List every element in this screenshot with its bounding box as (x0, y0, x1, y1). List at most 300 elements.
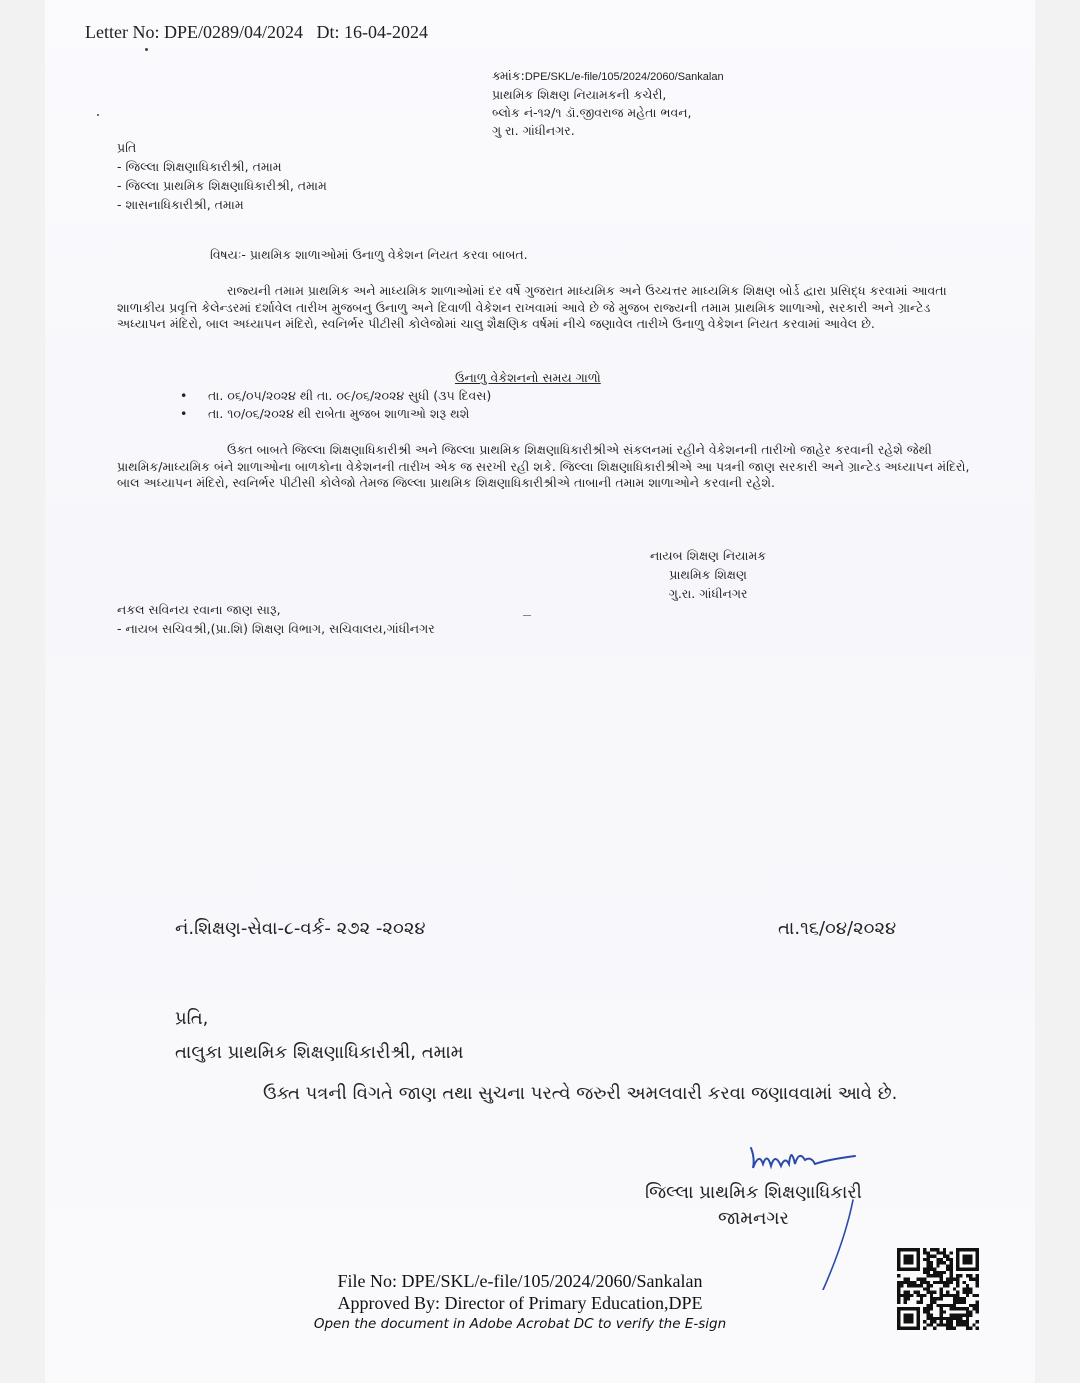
qr-module (933, 1268, 936, 1271)
qr-module (940, 1304, 943, 1307)
qr-module (936, 1274, 939, 1277)
qr-module (930, 1284, 933, 1287)
recipient-item: - જિલ્લા પ્રાથમિક શિક્ષણાધિકારીશ્રી, તમામ (117, 178, 327, 193)
qr-module (936, 1251, 939, 1254)
qr-module (917, 1294, 920, 1297)
qr-module (956, 1320, 959, 1323)
qr-module (930, 1261, 933, 1264)
qr-module (930, 1274, 933, 1277)
qr-module (913, 1291, 916, 1294)
qr-module (936, 1281, 939, 1284)
qr-module (930, 1297, 933, 1300)
qr-module (923, 1271, 926, 1274)
qr-module (966, 1294, 969, 1297)
qr-module (943, 1317, 946, 1320)
qr-module (907, 1297, 910, 1300)
qr-module (900, 1281, 903, 1284)
qr-module (936, 1271, 939, 1274)
qr-module (949, 1317, 952, 1320)
qr-module (930, 1248, 933, 1251)
qr-module (930, 1320, 933, 1323)
qr-module (972, 1294, 975, 1297)
qr-module (933, 1291, 936, 1294)
qr-module (943, 1248, 946, 1251)
qr-module (969, 1291, 972, 1294)
bullet-item: • તા. ૧૦/૦૬/૨૦૨૪ થી રાબેતા મુજબ શાળાઓ શરૂ થશે (180, 406, 470, 421)
qr-module (940, 1314, 943, 1317)
qr-module (963, 1300, 966, 1303)
qr-module (930, 1317, 933, 1320)
qr-module (966, 1291, 969, 1294)
qr-module (976, 1281, 979, 1284)
qr-module (936, 1248, 939, 1251)
qr-module (930, 1314, 933, 1317)
qr-module (956, 1278, 959, 1281)
qr-module (959, 1274, 962, 1277)
qr-module (936, 1297, 939, 1300)
qr-module (913, 1284, 916, 1287)
paragraph-1 (117, 283, 972, 333)
endorsement-date: તા.૧૬/૦૪/૨૦૨૪ (778, 918, 897, 939)
endorsement-body (175, 1075, 965, 1112)
qr-module (953, 1297, 956, 1300)
endorsement-recipient: તાલુકા પ્રાથમિક શિક્ષણાધિકારીશ્રી, તમામ (175, 1042, 464, 1063)
signatory-line: ગુ.રા. ગાંધીનગર (668, 586, 748, 601)
qr-module (966, 1287, 969, 1290)
qr-module (920, 1278, 923, 1281)
qr-module (972, 1278, 975, 1281)
qr-module (940, 1287, 943, 1290)
qr-module (933, 1281, 936, 1284)
qr-module (940, 1307, 943, 1310)
endorsement-body-text: ઉક્ત પત્રની વિગતે જાણ તથા સુચના પરત્વે જરુરી અમલવારી કરવા જણાવવામાં આવે છે. (263, 1083, 898, 1104)
qr-module (943, 1255, 946, 1258)
qr-module (959, 1323, 962, 1326)
qr-module (927, 1323, 930, 1326)
qr-module (956, 1274, 959, 1277)
qr-module (940, 1310, 943, 1313)
qr-module (972, 1307, 975, 1310)
qr-module (907, 1291, 910, 1294)
qr-module (930, 1294, 933, 1297)
qr-module (923, 1251, 926, 1254)
qr-module (943, 1271, 946, 1274)
qr-module (917, 1278, 920, 1281)
qr-module (933, 1255, 936, 1258)
qr-module (897, 1297, 900, 1300)
recipient-item: - શાસનાધિકારીશ્રી, તમામ (117, 197, 244, 212)
qr-module (936, 1323, 939, 1326)
qr-module (946, 1320, 949, 1323)
endorsement-number: નં.શિક્ષણ-સેવા-૮-વર્ક- ૨૭૨ -૨૦૨૪ (175, 918, 426, 939)
qr-module (936, 1264, 939, 1267)
qr-module (959, 1314, 962, 1317)
qr-module (940, 1323, 943, 1326)
recipients-block (117, 138, 327, 214)
qr-module (949, 1251, 952, 1254)
qr-module (946, 1278, 949, 1281)
qr-module (927, 1281, 930, 1284)
qr-module (923, 1278, 926, 1281)
qr-module (949, 1320, 952, 1323)
qr-module (953, 1317, 956, 1320)
qr-module (976, 1307, 979, 1310)
qr-module (923, 1320, 926, 1323)
qr-module (927, 1317, 930, 1320)
qr-module (963, 1314, 966, 1317)
qr-module (963, 1291, 966, 1294)
qr-module (927, 1255, 930, 1258)
qr-module (946, 1291, 949, 1294)
qr-module (953, 1300, 956, 1303)
qr-module (920, 1297, 923, 1300)
qr-module (930, 1300, 933, 1303)
qr-module (953, 1314, 956, 1317)
qr-module (959, 1300, 962, 1303)
approved-by: Approved By: Director of Primary Education,DPE (337, 1293, 703, 1313)
qr-module (910, 1284, 913, 1287)
file-number: File No: DPE/SKL/e-file/105/2024/2060/Sankalan (337, 1271, 703, 1291)
qr-module (963, 1307, 966, 1310)
bullet-item: • તા. ૦૬/૦૫/૨૦૨૪ થી તા. ૦૯/૦૬/૨૦૨૪ સુધી (૩૫ દિવસ) (180, 388, 492, 403)
qr-module (943, 1323, 946, 1326)
copy-to-item: - નાયબ સચિવશ્રી,(પ્રા.શિ) શિક્ષણ વિભાગ, સચિવાલય,ગાંધીનગર (117, 621, 435, 636)
qr-module (976, 1278, 979, 1281)
qr-code-icon (897, 1248, 979, 1330)
copy-to-block (117, 600, 435, 638)
qr-module (959, 1320, 962, 1323)
qr-module (927, 1274, 930, 1277)
qr-module (946, 1281, 949, 1284)
qr-module (946, 1264, 949, 1267)
qr-module (966, 1320, 969, 1323)
office-line-1: પ્રાથમિક શિક્ષણ નિયામકની કચેરી, (492, 87, 667, 102)
qr-module (956, 1291, 959, 1294)
qr-module (956, 1307, 959, 1310)
qr-module (897, 1281, 900, 1284)
qr-module (927, 1264, 930, 1267)
qr-module (923, 1258, 926, 1261)
qr-module (933, 1300, 936, 1303)
scan-speck (145, 48, 148, 51)
office-address-block (492, 67, 724, 140)
endorsement-prati: પ્રતિ, (175, 1008, 209, 1029)
qr-finder-pattern (963, 1255, 973, 1265)
qr-module (963, 1323, 966, 1326)
bullet-text: તા. ૧૦/૦૬/૨૦૨૪ થી રાબેતા મુજબ શાળાઓ શરૂ થશે (208, 406, 470, 421)
qr-module (949, 1294, 952, 1297)
paragraph-2 (117, 442, 972, 492)
qr-module (904, 1278, 907, 1281)
qr-module (949, 1314, 952, 1317)
qr-module (953, 1307, 956, 1310)
qr-module (976, 1327, 979, 1330)
qr-module (966, 1310, 969, 1313)
qr-module (920, 1300, 923, 1303)
qr-module (976, 1294, 979, 1297)
qr-module (949, 1327, 952, 1330)
qr-module (953, 1294, 956, 1297)
qr-module (966, 1274, 969, 1277)
recipient-item: - જિલ્લા શિક્ષણાધિકારીશ્રી, તમામ (117, 159, 282, 174)
qr-module (940, 1320, 943, 1323)
qr-module (917, 1291, 920, 1294)
qr-module (969, 1274, 972, 1277)
ref-number: DPE/SKL/e-file/105/2024/2060/Sankalan (524, 71, 724, 83)
qr-module (930, 1264, 933, 1267)
qr-module (913, 1281, 916, 1284)
qr-finder-pattern (904, 1255, 914, 1265)
qr-module (904, 1281, 907, 1284)
qr-module (920, 1294, 923, 1297)
qr-module (917, 1300, 920, 1303)
qr-module (946, 1304, 949, 1307)
qr-module (946, 1327, 949, 1330)
qr-module (900, 1284, 903, 1287)
qr-module (910, 1294, 913, 1297)
qr-module (949, 1323, 952, 1326)
district-officer-signatory (645, 1180, 862, 1232)
qr-module (976, 1300, 979, 1303)
qr-module (946, 1317, 949, 1320)
qr-module (933, 1327, 936, 1330)
office-line-2: બ્લોક નં-૧૨/૧ ડૉ.જીવરાજ મહેતા ભવન, (492, 105, 692, 120)
qr-module (940, 1261, 943, 1264)
qr-module (923, 1248, 926, 1251)
qr-module (972, 1323, 975, 1326)
qr-module (927, 1258, 930, 1261)
qr-module (940, 1258, 943, 1261)
qr-module (966, 1323, 969, 1326)
qr-module (946, 1255, 949, 1258)
qr-module (930, 1291, 933, 1294)
qr-module (943, 1294, 946, 1297)
signatory-title: જિલ્લા પ્રાથમિક શિક્ષણાધિકારી (645, 1182, 862, 1203)
qr-module (907, 1278, 910, 1281)
qr-module (923, 1294, 926, 1297)
qr-module (923, 1310, 926, 1313)
qr-module (923, 1287, 926, 1290)
qr-module (923, 1307, 926, 1310)
qr-module (907, 1294, 910, 1297)
qr-module (936, 1258, 939, 1261)
scan-mark (523, 615, 531, 616)
qr-module (927, 1291, 930, 1294)
qr-module (917, 1284, 920, 1287)
qr-module (949, 1281, 952, 1284)
qr-module (949, 1258, 952, 1261)
qr-module (940, 1281, 943, 1284)
qr-module (949, 1278, 952, 1281)
qr-module (940, 1297, 943, 1300)
qr-module (927, 1261, 930, 1264)
qr-module (940, 1274, 943, 1277)
qr-module (959, 1297, 962, 1300)
qr-module (927, 1314, 930, 1317)
qr-module (959, 1307, 962, 1310)
qr-module (969, 1327, 972, 1330)
qr-module (920, 1284, 923, 1287)
letter-date: Dt: 16-04-2024 (316, 22, 428, 42)
qr-module (927, 1310, 930, 1313)
qr-module (966, 1307, 969, 1310)
qr-module (949, 1274, 952, 1277)
qr-module (969, 1314, 972, 1317)
qr-module (972, 1304, 975, 1307)
qr-module (927, 1287, 930, 1290)
qr-module (953, 1327, 956, 1330)
qr-module (946, 1268, 949, 1271)
qr-module (969, 1304, 972, 1307)
qr-module (927, 1307, 930, 1310)
qr-module (907, 1281, 910, 1284)
qr-module (936, 1261, 939, 1264)
qr-module (956, 1284, 959, 1287)
e-sign-footer (260, 1270, 780, 1334)
qr-module (930, 1304, 933, 1307)
qr-module (946, 1294, 949, 1297)
subject-line: વિષયઃ- પ્રાથમિક શાળાઓમાં ઉનાળુ વેકેશન નિયત કરવા બાબત. (210, 247, 528, 262)
qr-module (940, 1271, 943, 1274)
ref-label: ક્માંક: (492, 68, 525, 83)
qr-module (963, 1297, 966, 1300)
qr-module (936, 1317, 939, 1320)
paragraph-1-text: રાજ્યની તમામ પ્રાથમિક અને માધ્યમિક શાળાઓમાં દર વર્ષે ગુજરાત માધ્યમિક અને ઉચ્ચત્તર માધ્યમિક શિક્ષણ બોર્ડ દ્વારા પ્રસિદ્ધ કરવામાં આવતા શાળાકીય પ્રવૃત્તિ કેલેન્ડરમાં દર્શાવેલ તારીખ મુજબનુ ઉનાળુ અને દિવાળી વેકેશન રાખવામાં આવે છે જે મુજબ રાજ્યની તમામ પ્રાથમિક શાળાઓ, સરકારી અને ગ્રાન્ટેડ અધ્યાપન મંદિરો, બાલ અધ્યાપન મંદિરો, સ્વનિર્ભર પીટીસી કોલેજોમાં ચાલુ શૈક્ષણિક વર્ષમાં નીચે જણાવેલ તારીખે ઉનાળુ વેકેશન નિયત કરવામાં આવેલ છે. (117, 283, 947, 331)
qr-module (927, 1284, 930, 1287)
recipients-heading: પ્રતિ (117, 140, 137, 155)
qr-module (956, 1281, 959, 1284)
qr-module (897, 1300, 900, 1303)
qr-module (933, 1274, 936, 1277)
qr-module (940, 1317, 943, 1320)
qr-module (976, 1304, 979, 1307)
vacation-bullets (180, 387, 491, 423)
office-line-3: ગુ રા. ગાંધીનગર. (492, 123, 575, 138)
copy-to-heading: નકલ સવિનય રવાના જાણ સારૂ, (117, 602, 281, 617)
qr-module (897, 1287, 900, 1290)
qr-module (927, 1271, 930, 1274)
bullet-text: તા. ૦૬/૦૫/૨૦૨૪ થી તા. ૦૯/૦૬/૨૦૨૪ સુધી (૩૫ દિવસ) (208, 388, 492, 403)
qr-module (963, 1320, 966, 1323)
qr-module (933, 1271, 936, 1274)
qr-module (956, 1297, 959, 1300)
qr-module (940, 1251, 943, 1254)
qr-module (907, 1284, 910, 1287)
qr-module (930, 1255, 933, 1258)
qr-module (930, 1307, 933, 1310)
qr-module (940, 1294, 943, 1297)
qr-module (959, 1317, 962, 1320)
qr-module (910, 1281, 913, 1284)
qr-module (897, 1284, 900, 1287)
qr-module (927, 1304, 930, 1307)
qr-module (963, 1281, 966, 1284)
qr-module (953, 1287, 956, 1290)
qr-module (953, 1304, 956, 1307)
qr-module (943, 1261, 946, 1264)
qr-module (969, 1287, 972, 1290)
qr-module (946, 1284, 949, 1287)
qr-module (963, 1287, 966, 1290)
qr-module (976, 1274, 979, 1277)
qr-module (956, 1294, 959, 1297)
qr-module (897, 1294, 900, 1297)
document-page (45, 0, 1035, 1383)
qr-module (904, 1291, 907, 1294)
qr-module (943, 1304, 946, 1307)
qr-module (966, 1284, 969, 1287)
qr-module (956, 1300, 959, 1303)
qr-module (949, 1268, 952, 1271)
qr-module (956, 1314, 959, 1317)
qr-module (943, 1251, 946, 1254)
qr-module (923, 1268, 926, 1271)
qr-module (904, 1297, 907, 1300)
qr-module (933, 1248, 936, 1251)
qr-module (966, 1314, 969, 1317)
qr-module (976, 1284, 979, 1287)
qr-finder-pattern (904, 1314, 914, 1324)
qr-module (930, 1323, 933, 1326)
qr-module (930, 1268, 933, 1271)
qr-module (969, 1310, 972, 1313)
qr-module (966, 1317, 969, 1320)
letter-number-header (85, 22, 428, 43)
qr-module (897, 1274, 900, 1277)
qr-module (949, 1261, 952, 1264)
qr-module (969, 1278, 972, 1281)
qr-module (936, 1304, 939, 1307)
qr-module (956, 1317, 959, 1320)
letter-number: Letter No: DPE/0289/04/2024 (85, 22, 303, 42)
signatory-line: પ્રાથમિક શિક્ષણ (669, 567, 747, 582)
qr-module (943, 1310, 946, 1313)
qr-module (953, 1278, 956, 1281)
verify-note: Open the document in Adobe Acrobat DC to verify the E-sign (313, 1316, 727, 1332)
qr-module (923, 1281, 926, 1284)
qr-module (966, 1327, 969, 1330)
paragraph-2-text: ઉક્ત બાબતે જિલ્લા શિક્ષણાધિકારીશ્રી અને જિલ્લા પ્રાથમિક શિક્ષણાધિકારીશ્રીએ સંકલનમાં રહીને વેકેશનની તારીખો જાહેર કરવાની રહેશે જેથી પ્રાથમિક/માધ્યમિક બંને શાળાઓના બાળકોના વેકેશનની તારીખ એક જ સરખી રહી શકે. જિલ્લા શિક્ષણાધિકારીશ્રીએ આ પત્રની જાણ સરકારી અને ગ્રાન્ટેડ અધ્યાપન મંદિરો, બાલ અધ્યાપન મંદિરો, સ્વનિર્ભર પીટીસી કોલેજો તેમજ જિલ્લા પ્રાથમિક શિક્ષણાધિકારીશ્રીએ તાબાની તમામ શાળાઓને કરવાની રહેશે. (117, 442, 970, 490)
qr-module (927, 1251, 930, 1254)
qr-module (927, 1268, 930, 1271)
qr-module (900, 1294, 903, 1297)
signatory-place: જામનગર (718, 1208, 789, 1229)
qr-module (976, 1310, 979, 1313)
qr-module (920, 1281, 923, 1284)
qr-module (933, 1317, 936, 1320)
qr-module (897, 1291, 900, 1294)
qr-module (933, 1297, 936, 1300)
vacation-period-heading: ઉનાળુ વેકેશનનો સમય ગાળો (455, 370, 601, 385)
qr-module (949, 1307, 952, 1310)
qr-module (943, 1284, 946, 1287)
qr-module (940, 1278, 943, 1281)
qr-module (946, 1258, 949, 1261)
signatory-line: નાયબ શિક્ષણ નિયામક (650, 548, 767, 563)
qr-module (976, 1320, 979, 1323)
qr-module (923, 1327, 926, 1330)
qr-module (956, 1323, 959, 1326)
qr-module (946, 1323, 949, 1326)
qr-module (949, 1264, 952, 1267)
qr-module (949, 1271, 952, 1274)
deputy-director-signatory (650, 546, 766, 603)
qr-module (949, 1304, 952, 1307)
qr-module (933, 1320, 936, 1323)
qr-module (904, 1294, 907, 1297)
scan-speck (97, 114, 99, 116)
qr-module (940, 1291, 943, 1294)
